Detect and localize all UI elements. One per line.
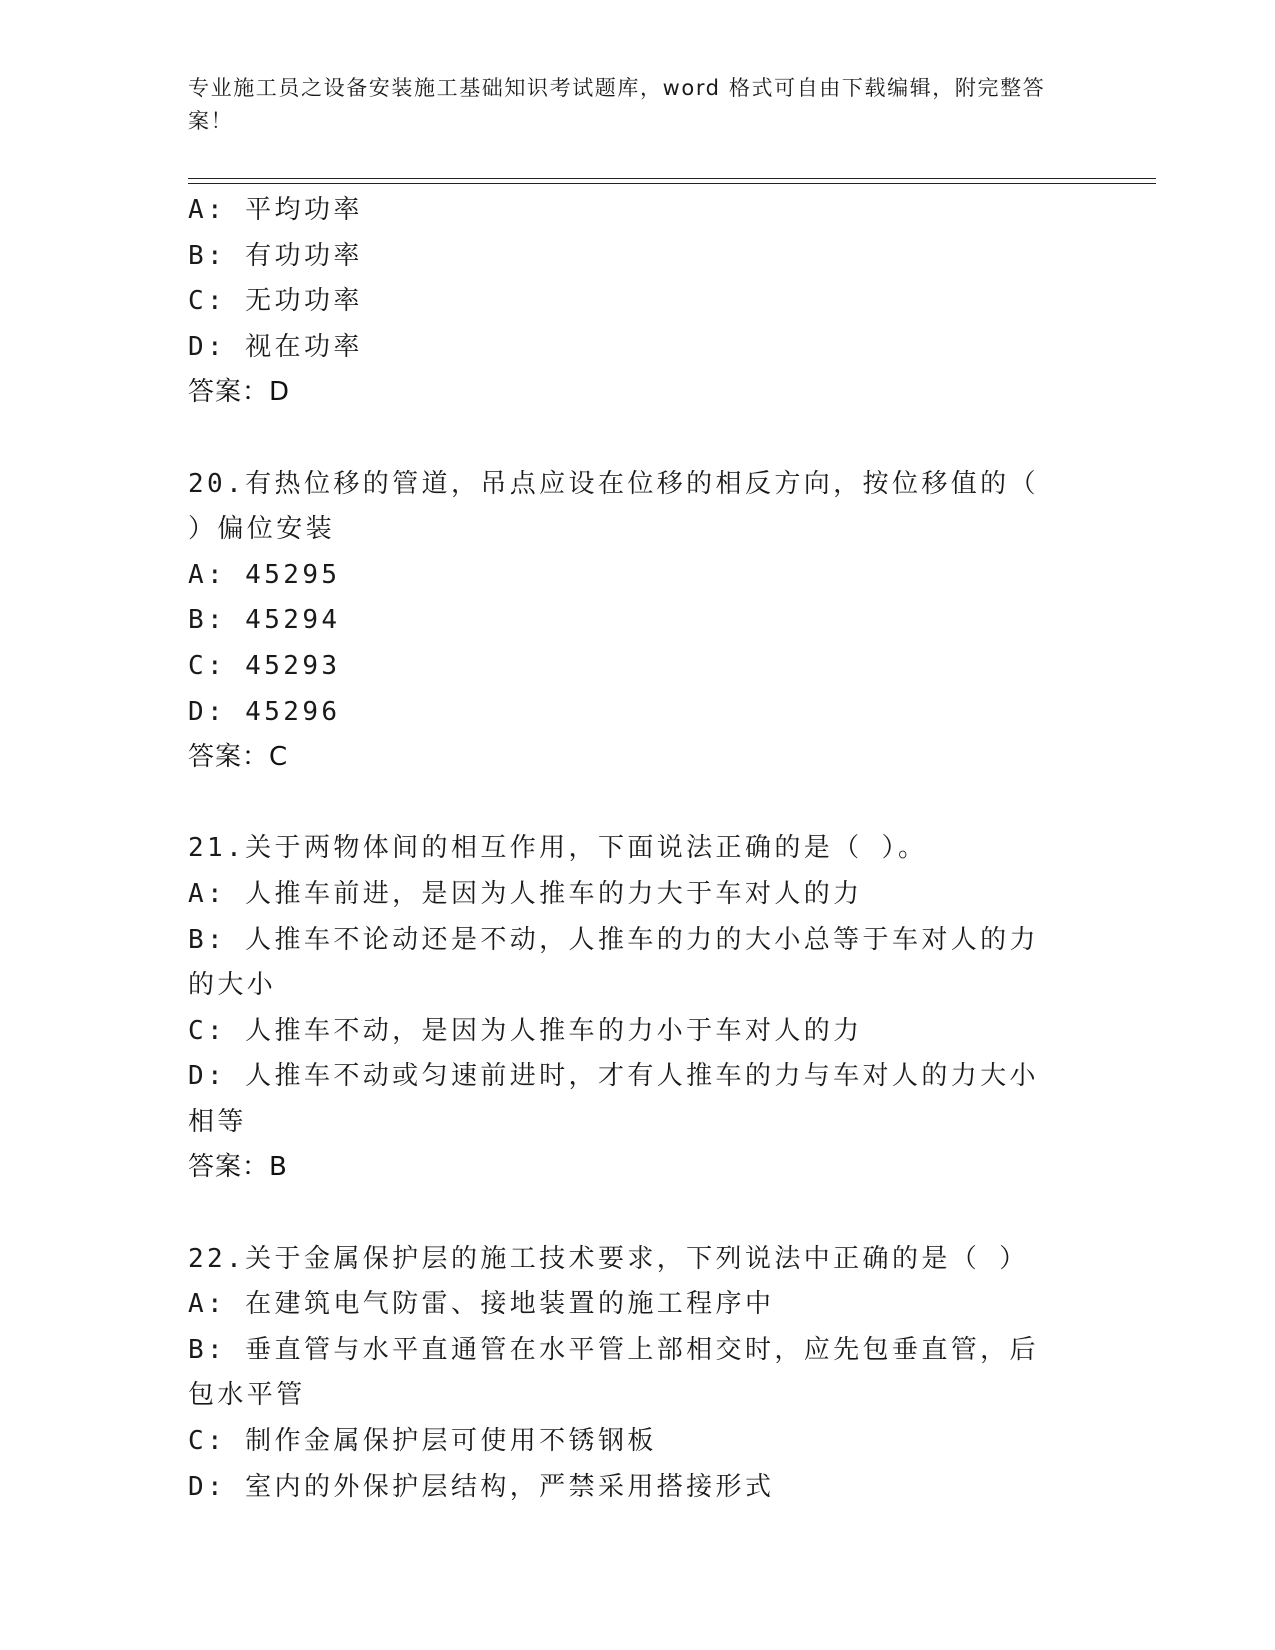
option-d: D: 室内的外保护层结构，严禁采用搭接形式 [188,1471,775,1502]
document-header: 专业施工员之设备安装施工基础知识考试题库，word 格式可自由下载编辑，附完整答案！ [188,76,1046,133]
option-c: C: 无功功率 [188,286,363,317]
option-d: D: 人推车不动或匀速前进时，才有人推车的力与车对人的力大小相等 [188,1061,1039,1137]
option-a: A: 45295 [188,559,341,590]
question-19-block [188,188,1088,416]
question-text: 21.关于两物体间的相互作用，下面说法正确的是（ ）。 [188,833,928,864]
answer-label: 答案：B [188,1152,288,1183]
spacer [188,416,1088,462]
option-d: D: 视在功率 [188,331,363,362]
option-a: A: 平均功率 [188,195,363,225]
question-22-block [188,1237,1088,1511]
question-20-block [188,462,1088,781]
question-content [188,188,1088,1510]
question-21-block [188,826,1088,1191]
option-c: C: 人推车不动，是因为人推车的力小于车对人的力 [188,1015,863,1046]
question-text: 22.关于金属保护层的施工技术要求，下列说法中正确的是（ ） [188,1243,1029,1274]
question-text: 20.有热位移的管道，吊点应设在位移的相反方向，按位移值的（ ）偏位安装 [188,468,1059,545]
option-a: A: 人推车前进，是因为人推车的力大于车对人的力 [188,878,863,909]
option-c: C: 制作金属保护层可使用不锈钢板 [188,1426,657,1457]
option-b: B: 45294 [188,605,341,636]
spacer [188,1191,1088,1237]
option-a: A: 在建筑电气防雷、接地装置的施工程序中 [188,1289,775,1320]
option-b: B: 人推车不论动还是不动，人推车的力的大小总等于车对人的力的大小 [188,924,1039,1001]
header-divider-top [188,178,1156,179]
answer-label: 答案：C [188,742,289,773]
option-b: B: 垂直管与水平直通管在水平管上部相交时，应先包垂直管，后包水平管 [188,1334,1039,1411]
option-d: D: 45296 [188,696,341,727]
option-b: B: 有功功率 [188,240,363,271]
spacer [188,781,1088,827]
header-divider-bottom [188,183,1156,184]
answer-label: 答案：D [188,377,291,408]
option-c: C: 45293 [188,650,341,681]
